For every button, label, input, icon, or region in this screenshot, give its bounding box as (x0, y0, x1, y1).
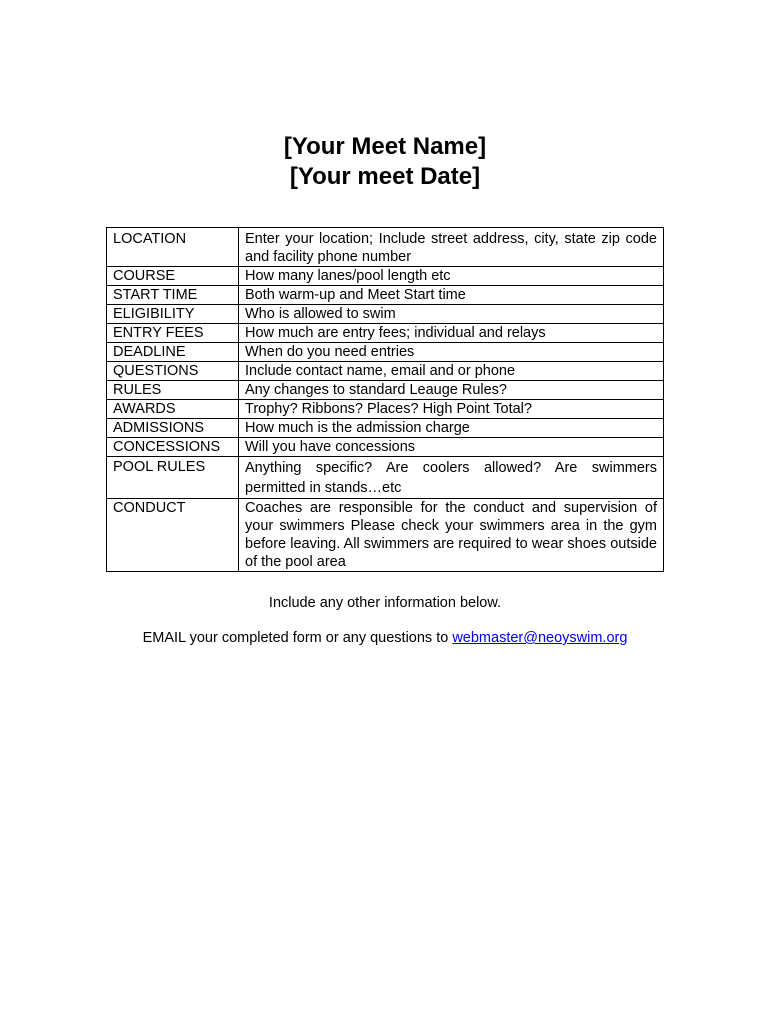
row-description-pool-rules: Anything specific? Are coolers allowed? Are swimmers permitted in stands…etc (239, 457, 664, 499)
row-label-course: COURSE (107, 267, 239, 286)
table-row (107, 324, 664, 343)
row-description-entry-fees: How much are entry fees; individual and relays (239, 324, 664, 343)
row-description-eligibility: Who is allowed to swim (239, 305, 664, 324)
row-label-concessions: CONCESSIONS (107, 438, 239, 457)
row-label-conduct: CONDUCT (107, 499, 239, 572)
table-row (107, 400, 664, 419)
table-row (107, 228, 664, 267)
table-row (107, 499, 664, 572)
table-row (107, 419, 664, 438)
table-row (107, 381, 664, 400)
row-description-location: Enter your location; Include street address, city, state zip code and facility phone number (239, 228, 664, 267)
row-description-start-time: Both warm-up and Meet Start time (239, 286, 664, 305)
row-label-start-time: START TIME (107, 286, 239, 305)
row-description-questions: Include contact name, email and or phone (239, 362, 664, 381)
row-label-location: LOCATION (107, 228, 239, 267)
row-description-awards: Trophy? Ribbons? Places? High Point Total? (239, 400, 664, 419)
meet-date-title: [Your meet Date] (289, 163, 481, 190)
meet-name-title: [Your Meet Name] (283, 133, 487, 160)
table-row (107, 267, 664, 286)
row-description-deadline: When do you need entries (239, 343, 664, 362)
table-row (107, 305, 664, 324)
email-instruction-text: EMAIL your completed form or any questions to (142, 630, 453, 646)
row-description-admissions: How much is the admission charge (239, 419, 664, 438)
row-label-entry-fees: ENTRY FEES (107, 324, 239, 343)
table-row (107, 438, 664, 457)
table-row (107, 286, 664, 305)
row-description-rules: Any changes to standard Leauge Rules? (239, 381, 664, 400)
table-row (107, 457, 664, 499)
webmaster-email-link[interactable]: webmaster@neoyswim.org (452, 630, 628, 646)
table-row (107, 343, 664, 362)
additional-info-note: Include any other information below. (268, 595, 502, 611)
row-description-course: How many lanes/pool length etc (239, 267, 664, 286)
row-label-awards: AWARDS (107, 400, 239, 419)
meet-info-table (106, 227, 664, 572)
row-description-concessions: Will you have concessions (239, 438, 664, 457)
table-row (107, 362, 664, 381)
row-label-questions: QUESTIONS (107, 362, 239, 381)
row-label-pool-rules: POOL RULES (107, 457, 239, 499)
row-label-rules: RULES (107, 381, 239, 400)
row-label-deadline: DEADLINE (107, 343, 239, 362)
email-instruction (0, 629, 770, 647)
row-label-admissions: ADMISSIONS (107, 419, 239, 438)
row-label-eligibility: ELIGIBILITY (107, 305, 239, 324)
row-description-conduct: Coaches are responsible for the conduct and supervision of your swimmers Please check your swimmers area in the gym before leaving. All swimmers are required to wear shoes outside of the pool area (239, 499, 664, 572)
